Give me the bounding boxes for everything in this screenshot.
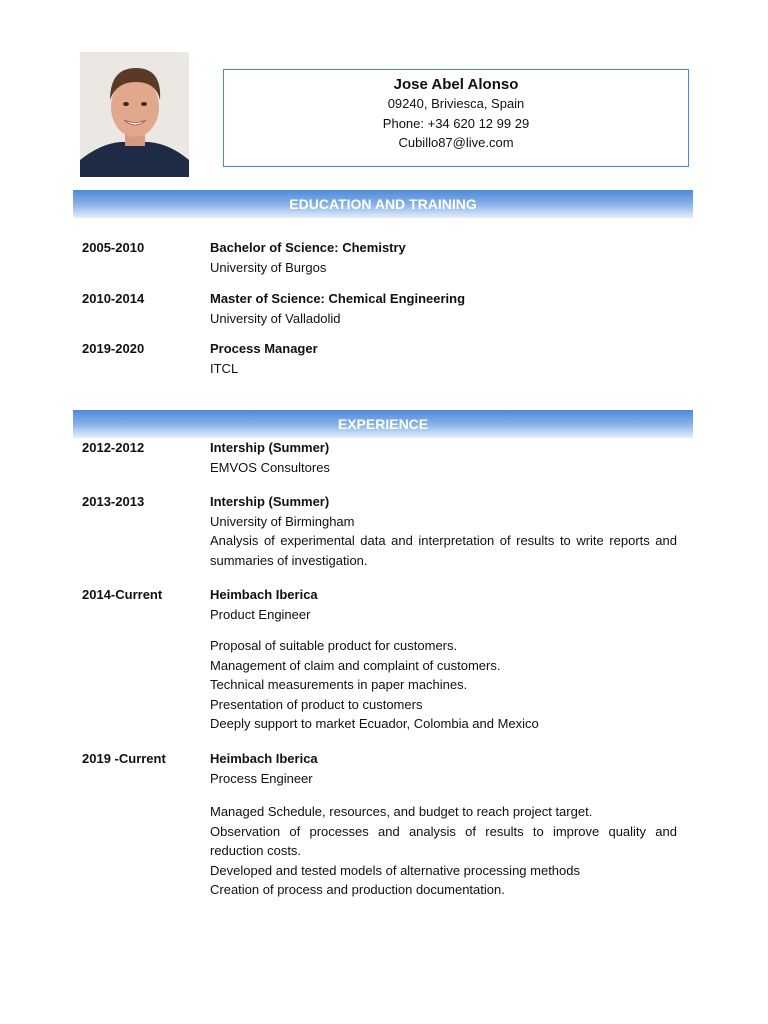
entry-task: Observation of processes and analysis of results to improve quality and reduction costs. bbox=[210, 823, 677, 858]
entry-role: Process Engineer bbox=[210, 770, 313, 786]
entry-date: 2019-2020 bbox=[82, 341, 145, 356]
entry-date: 2012-2012 bbox=[82, 440, 145, 455]
entry-task: Developed and tested models of alternative processing methods bbox=[210, 862, 580, 878]
entry-task: Managed Schedule, resources, and budget to reach project target. bbox=[210, 804, 593, 819]
candidate-name: Jose Abel Alonso bbox=[393, 76, 519, 93]
entry-description: Analysis of experimental data and interpretation of results to write reports and summaries of investigation. bbox=[210, 533, 677, 568]
entry-task: Presentation of product to customers bbox=[210, 696, 423, 712]
person-portrait-icon bbox=[80, 52, 189, 177]
education-section-header: EDUCATION AND TRAINING bbox=[73, 190, 693, 218]
entry-task: Proposal of suitable product for customers. bbox=[210, 638, 458, 653]
address: 09240, Briviesca, Spain bbox=[387, 96, 525, 111]
entry-organization: EMVOS Consultores bbox=[210, 459, 330, 475]
entry-task: Management of claim and complaint of customers. bbox=[210, 657, 501, 673]
entry-organization: University of Valladolid bbox=[210, 310, 341, 326]
entry-date: 2014-Current bbox=[82, 587, 163, 602]
entry-title: Heimbach Iberica bbox=[210, 587, 318, 602]
entry-title: Intership (Summer) bbox=[210, 440, 330, 455]
entry-task: Creation of process and production documentation. bbox=[210, 882, 505, 897]
contact-box bbox=[223, 69, 689, 167]
phone: Phone: +34 620 12 99 29 bbox=[382, 115, 530, 131]
entry-title: Master of Science: Chemical Engineering bbox=[210, 291, 466, 306]
entry-role: Product Engineer bbox=[210, 606, 311, 622]
entry-organization: ITCL bbox=[210, 360, 239, 376]
entry-date: 2019 -Current bbox=[82, 751, 166, 766]
email: Cubillo87@live.com bbox=[398, 135, 514, 150]
entry-title: Heimbach Iberica bbox=[210, 751, 318, 766]
entry-title: Bachelor of Science: Chemistry bbox=[210, 240, 406, 255]
entry-date: 2005-2010 bbox=[82, 240, 145, 255]
entry-title: Process Manager bbox=[210, 341, 318, 356]
profile-photo bbox=[80, 52, 189, 177]
entry-task: Deeply support to market Ecuador, Colombia and Mexico bbox=[210, 716, 539, 731]
entry-date: 2013-2013 bbox=[82, 494, 145, 509]
entry-organization: University of Burgos bbox=[210, 259, 327, 275]
experience-section-header: EXPERIENCE bbox=[73, 410, 693, 438]
entry-task: Technical measurements in paper machines. bbox=[210, 677, 468, 692]
entry-date: 2010-2014 bbox=[82, 291, 145, 306]
entry-title: Intership (Summer) bbox=[210, 494, 330, 509]
entry-organization: University of Birmingham bbox=[210, 513, 355, 529]
